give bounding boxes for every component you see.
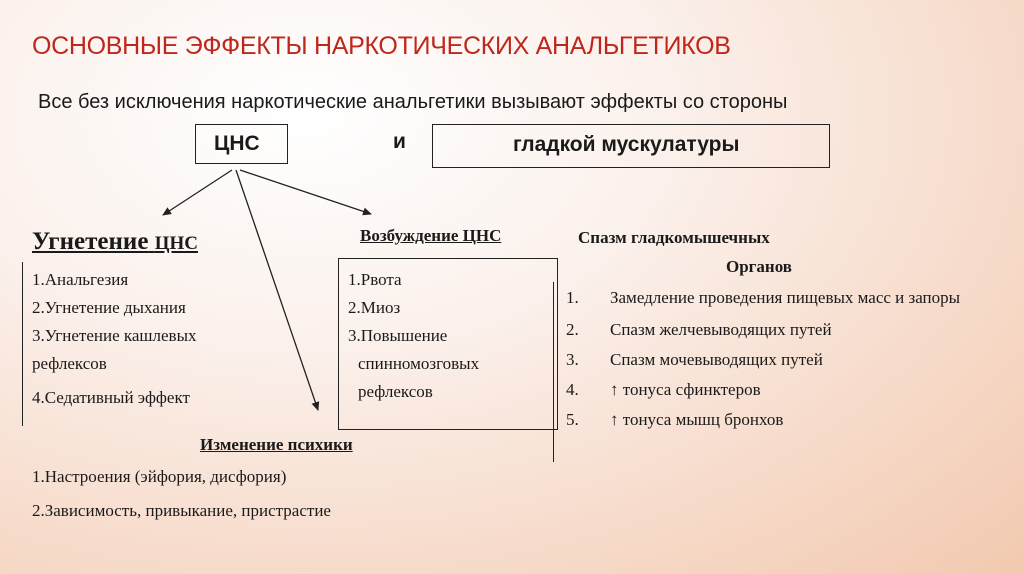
item-text: Спазм желчевыводящих путей: [610, 320, 832, 339]
intro-text: Все без исключения наркотические анальгетики вызывают эффекты со стороны: [38, 91, 788, 113]
spasm-list: [566, 284, 1006, 434]
list-item: 4.Седативный эффект: [32, 388, 190, 407]
slide-title: ОСНОВНЫЕ ЭФФЕКТЫ НАРКОТИЧЕСКИХ АНАЛЬГЕТИКОВ: [32, 32, 731, 60]
excitation-heading: Возбуждение ЦНС: [360, 226, 502, 245]
item-text: Замедление проведения пищевых масс и запоры: [610, 288, 961, 307]
arrow-to-depression: [163, 170, 232, 215]
list-item: 3.Повышение: [348, 326, 448, 345]
list-item: [566, 346, 1006, 374]
list-item: [566, 376, 1006, 404]
list-item: 1.Рвота: [348, 270, 402, 289]
conjunction-text: и: [393, 130, 406, 153]
depression-list: [32, 266, 262, 412]
item-number: 3.: [566, 350, 579, 369]
arrow-to-excitation: [240, 170, 371, 214]
list-item: 1.Анальгезия: [32, 270, 129, 289]
spasm-heading-line2: Органов: [726, 257, 792, 276]
item-number: 4.: [566, 380, 579, 399]
list-item: рефлексов: [358, 382, 433, 401]
psyche-heading: Изменение психики: [200, 435, 353, 454]
spasm-bracket: [553, 282, 554, 462]
spasm-heading-line1: Спазм гладкомышечных: [578, 228, 770, 247]
item-number: 1.: [566, 288, 579, 307]
list-item: 3.Угнетение кашлевых рефлексов: [32, 326, 197, 373]
item-text: ↑ тонуса мышц бронхов: [610, 410, 784, 429]
item-text: ↑ тонуса сфинктеров: [610, 380, 761, 399]
list-item: спинномозговых: [358, 354, 480, 373]
item-text: Спазм мочевыводящих путей: [610, 350, 823, 369]
depression-heading: [32, 228, 198, 256]
excitation-list: [348, 266, 548, 406]
list-item: [566, 284, 1006, 312]
list-item: [566, 316, 1006, 344]
psyche-list: [32, 460, 452, 528]
list-item: 2.Угнетение дыхания: [32, 298, 186, 317]
item-number: 5.: [566, 410, 579, 429]
depression-heading-cns: ЦНС: [154, 233, 198, 254]
smooth-muscle-box: гладкой мускулатуры: [432, 124, 830, 168]
list-item: 1.Настроения (эйфория, дисфория): [32, 467, 287, 486]
list-item: [566, 406, 1006, 434]
list-item: 2.Зависимость, привыкание, пристрастие: [32, 501, 331, 520]
cns-box: ЦНС: [195, 124, 288, 164]
depression-bracket: [22, 262, 23, 426]
item-number: 2.: [566, 320, 579, 339]
depression-heading-main: Угнетение: [32, 228, 149, 255]
list-item: 2.Миоз: [348, 298, 401, 317]
